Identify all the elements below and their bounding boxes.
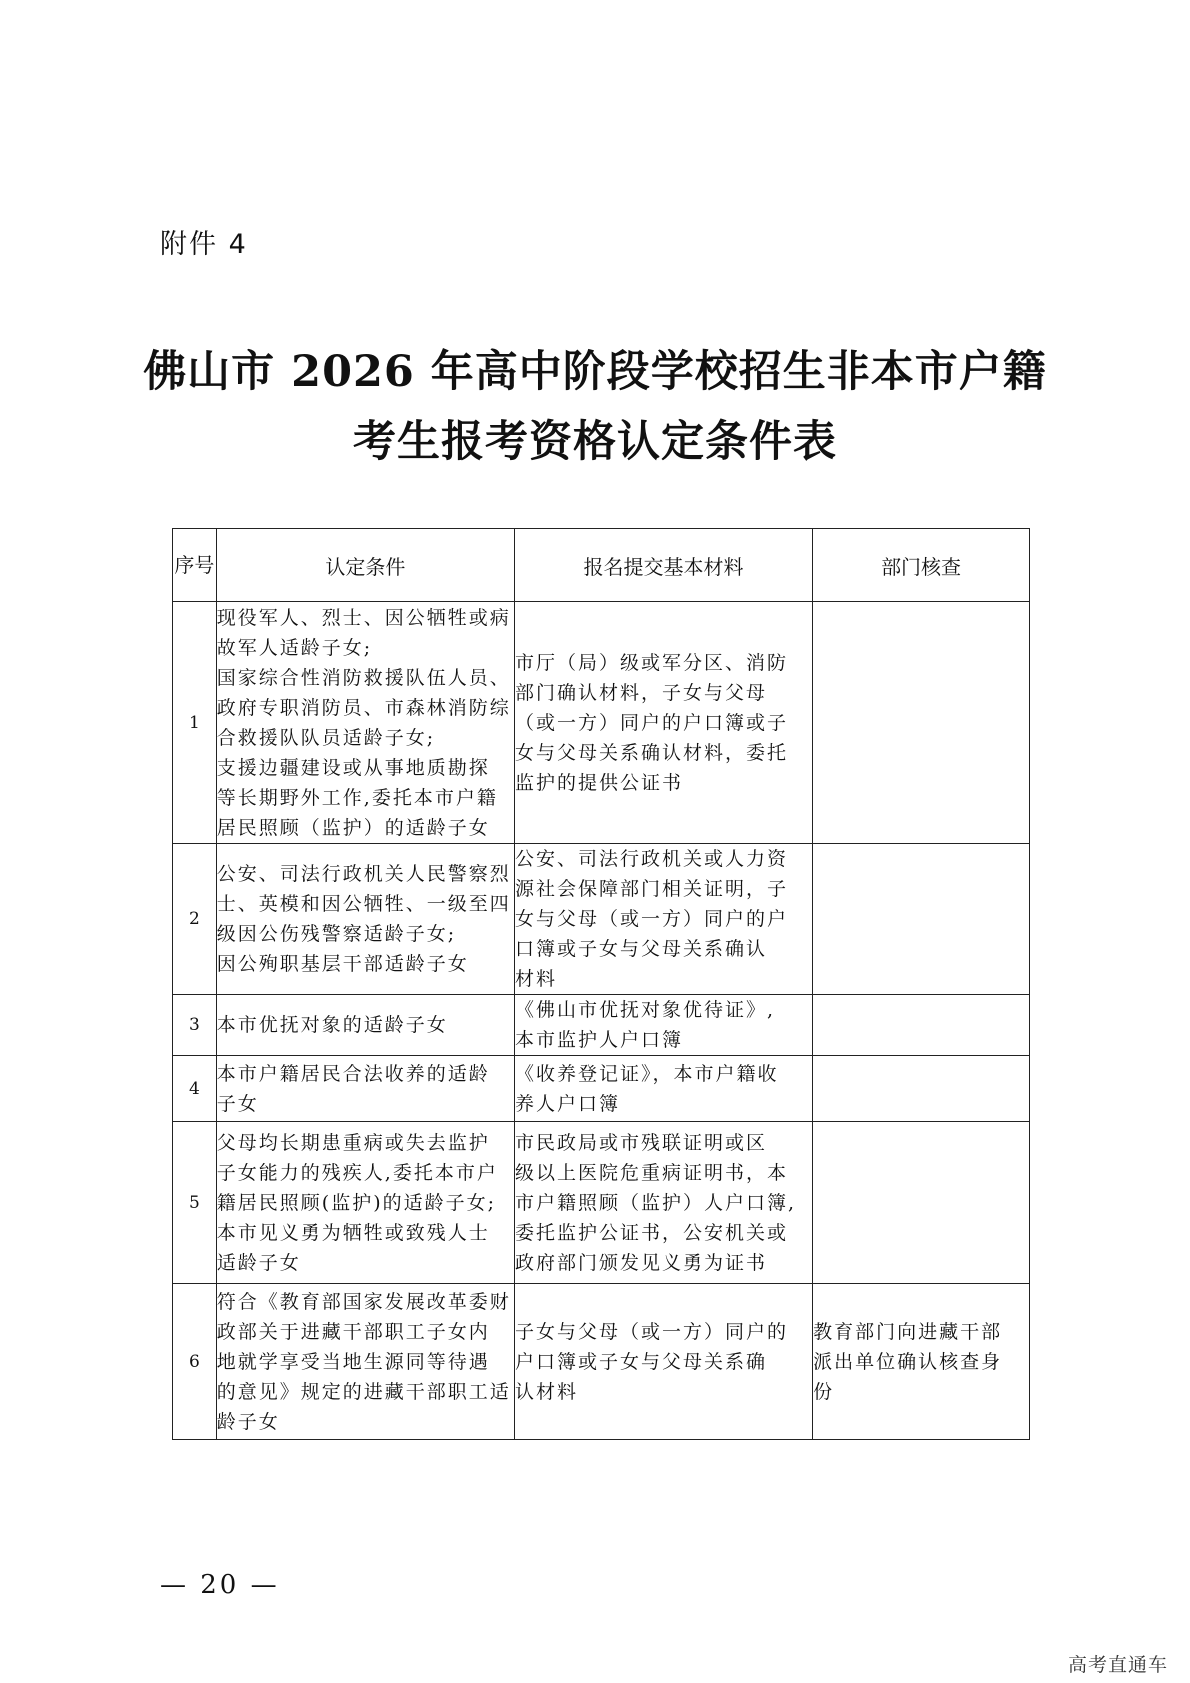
- table-row: [173, 602, 1030, 844]
- conditions-cell-line: 子女: [216, 1092, 259, 1115]
- materials-cell-line: 政府部门颁发见义勇为证书: [514, 1251, 767, 1274]
- check-cell: [813, 844, 1030, 995]
- conditions-cell-line: 本市优抚对象的适龄子女: [216, 1014, 448, 1036]
- materials-cell: [514, 844, 812, 995]
- header-materials: 报名提交基本材料: [514, 529, 812, 602]
- conditions-cell-line: 现役军人、烈士、因公牺牲或病: [216, 606, 511, 629]
- table-row: [173, 1284, 1030, 1440]
- conditions-cell: [216, 1122, 514, 1284]
- materials-cell: [514, 995, 812, 1056]
- attachment-label: 附件 4: [160, 229, 248, 260]
- qualification-table: [172, 528, 1030, 1440]
- materials-cell: [514, 1122, 812, 1284]
- materials-cell-line: （或一方）同户的户口簿或子: [514, 711, 788, 734]
- materials-cell-line: 《佛山市优抚对象优待证》,: [514, 999, 775, 1021]
- materials-cell-line: 市民政局或市残联证明或区: [514, 1131, 767, 1154]
- conditions-cell-line: 地就学享受当地生源同等待遇: [216, 1350, 490, 1373]
- check-cell-line: 份: [813, 1380, 835, 1403]
- check-cell: [813, 1122, 1030, 1284]
- conditions-cell-line: 父母均长期患重病或失去监护: [216, 1131, 490, 1154]
- row-number: 4: [173, 1056, 217, 1122]
- conditions-cell-line: 等长期野外工作,委托本市户籍: [216, 786, 498, 809]
- row-number: 2: [173, 844, 217, 995]
- conditions-cell-line: 居民照顾（监护）的适龄子女: [216, 816, 490, 839]
- conditions-cell-line: 籍居民照顾(监护)的适龄子女;: [216, 1191, 497, 1214]
- conditions-cell-line: 本市见义勇为牺牲或致残人士: [216, 1221, 490, 1244]
- materials-cell: [514, 1056, 812, 1122]
- conditions-cell-line: 适龄子女: [216, 1251, 301, 1274]
- check-cell-line: 派出单位确认核查身: [813, 1350, 1003, 1373]
- materials-cell-line: 养人户口簿: [514, 1092, 620, 1115]
- page-number: — 20 —: [160, 1570, 280, 1600]
- watermark: 高考直通车: [1067, 1654, 1168, 1676]
- materials-cell-line: 户口簿或子女与父母关系确: [514, 1350, 767, 1373]
- materials-cell-line: 口簿或子女与父母关系确认: [514, 938, 767, 960]
- document-title-line-1: 佛山市 2026 年高中阶段学校招生非本市户籍: [143, 347, 1047, 397]
- materials-cell-line: 级以上医院危重病证明书，本: [514, 1161, 788, 1184]
- conditions-cell-line: 符合《教育部国家发展改革委财: [216, 1290, 511, 1313]
- table-row: [173, 1056, 1030, 1122]
- header-no: 序号: [173, 529, 217, 602]
- materials-cell-line: 公安、司法行政机关或人力资: [514, 848, 788, 870]
- materials-cell: [514, 1284, 812, 1440]
- row-number: 6: [173, 1284, 217, 1440]
- conditions-cell-line: 子女能力的残疾人,委托本市户: [216, 1161, 498, 1184]
- conditions-cell-line: 合救援队队员适龄子女;: [216, 726, 436, 749]
- check-cell-line: 教育部门向进藏干部: [813, 1320, 1003, 1343]
- materials-cell-line: 部门确认材料，子女与父母: [514, 681, 767, 704]
- conditions-cell-line: 国家综合性消防救援队伍人员、: [216, 666, 511, 689]
- materials-cell-line: 本市监护人户口簿: [514, 1029, 683, 1051]
- conditions-cell-line: 龄子女: [216, 1410, 280, 1433]
- check-cell: [813, 1284, 1030, 1440]
- row-number: 3: [173, 995, 217, 1056]
- materials-cell-line: 委托监护公证书，公安机关或: [514, 1221, 788, 1244]
- conditions-cell-line: 士、英模和因公牺牲、一级至四: [216, 893, 511, 915]
- conditions-cell-line: 故军人适龄子女;: [216, 636, 373, 659]
- materials-cell-line: 材料: [514, 968, 557, 990]
- materials-cell-line: 市户籍照顾（监护）人户口簿,: [514, 1191, 796, 1214]
- conditions-cell-line: 政部关于进藏干部职工子女内: [216, 1320, 490, 1343]
- conditions-cell: [216, 995, 514, 1056]
- materials-cell-line: 监护的提供公证书: [514, 771, 683, 794]
- header-conditions: 认定条件: [216, 529, 514, 602]
- conditions-cell: [216, 844, 514, 995]
- conditions-cell-line: 级因公伤残警察适龄子女;: [216, 923, 457, 945]
- conditions-cell: [216, 1056, 514, 1122]
- conditions-cell: [216, 602, 514, 844]
- materials-cell-line: 源社会保障部门相关证明，子: [514, 878, 788, 900]
- materials-cell-line: 女与父母关系确认材料，委托: [514, 741, 788, 764]
- materials-cell-line: 女与父母（或一方）同户的户: [514, 908, 788, 930]
- check-cell: [813, 602, 1030, 844]
- conditions-cell-line: 政府专职消防员、市森林消防综: [216, 696, 511, 719]
- table-header-row: [173, 529, 1030, 602]
- materials-cell-line: 市厅（局）级或军分区、消防: [514, 651, 788, 674]
- table-row: [173, 844, 1030, 995]
- materials-cell-line: 子女与父母（或一方）同户的: [514, 1320, 788, 1343]
- document-title-line-2: 考生报考资格认定条件表: [353, 417, 837, 467]
- conditions-cell-line: 因公殉职基层干部适龄子女: [216, 953, 469, 975]
- check-cell: [813, 995, 1030, 1056]
- table-body: [173, 602, 1030, 1440]
- materials-cell: [514, 602, 812, 844]
- table-row: [173, 1122, 1030, 1284]
- check-cell: [813, 1056, 1030, 1122]
- conditions-cell: [216, 1284, 514, 1440]
- conditions-cell-line: 公安、司法行政机关人民警察烈: [216, 863, 511, 885]
- materials-cell-line: 《收养登记证》，本市户籍收: [514, 1062, 779, 1085]
- table-row: [173, 995, 1030, 1056]
- conditions-cell-line: 本市户籍居民合法收养的适龄: [216, 1062, 490, 1085]
- materials-cell-line: 认材料: [514, 1380, 578, 1403]
- row-number: 5: [173, 1122, 217, 1284]
- conditions-cell-line: 支援边疆建设或从事地质勘探: [216, 756, 490, 779]
- header-check: 部门核查: [813, 529, 1030, 602]
- row-number: 1: [173, 602, 217, 844]
- conditions-cell-line: 的意见》规定的进藏干部职工适: [216, 1380, 511, 1403]
